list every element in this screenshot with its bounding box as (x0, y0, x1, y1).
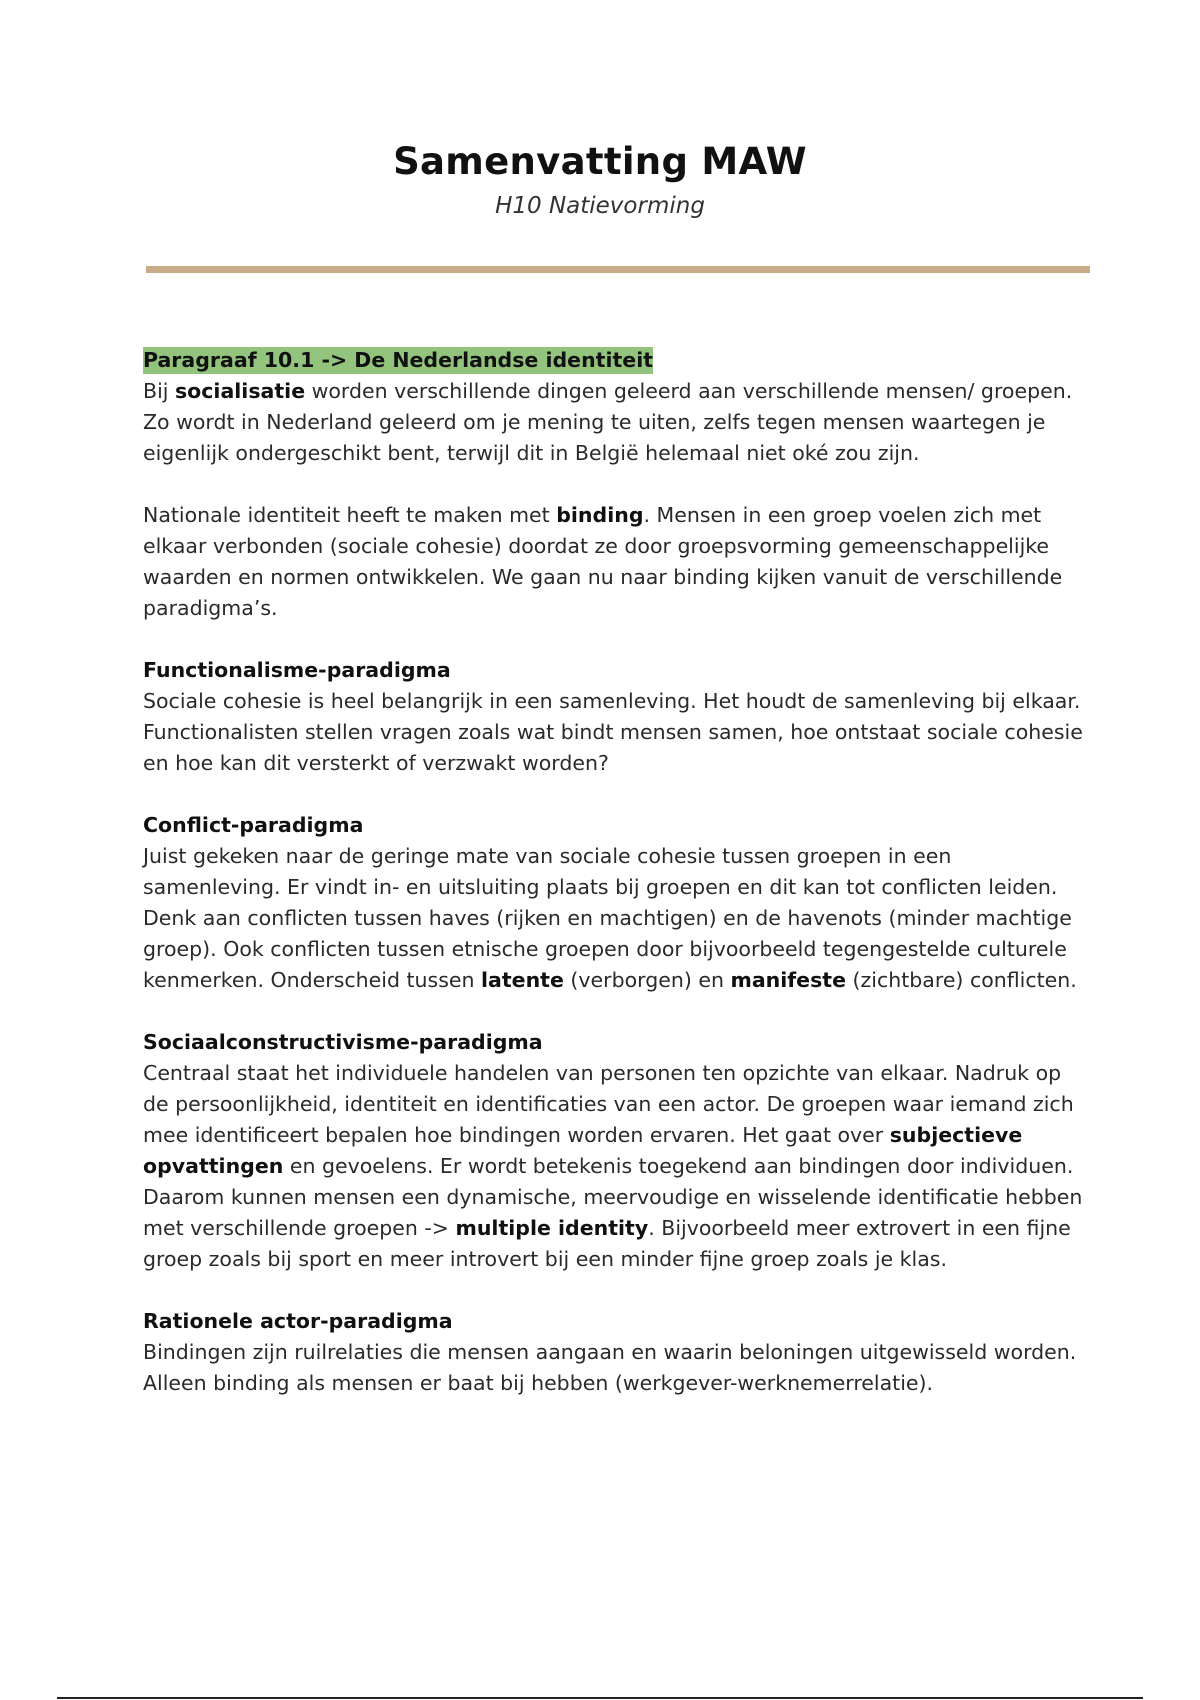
section-heading-highlighted: Paragraaf 10.1 -> De Nederlandse identiteit (143, 348, 654, 372)
text-run: . Mensen in een groep voelen zich met elkaar verbonden (sociale cohesie) doordat ze door groepsvorming gemeenschappelijke waarden en normen ontwikkelen. We gaan nu naar binding kijken vanuit de verschillende paradigma’s. (143, 503, 1063, 620)
bold-term: socialisatie (174, 379, 306, 403)
paragraph (143, 686, 1083, 779)
text-run: Centraal staat het individuele handelen van personen ten opzichte van elkaar. Nadruk op de persoonlijkheid, identiteit en identificaties van een actor. De groepen waar iemand zich mee identificeert bepalen hoe bindingen worden ervaren. Het gaat over (143, 1061, 1074, 1147)
section-nederlandse-identiteit (143, 345, 1083, 469)
footer-divider (57, 1697, 1143, 1699)
page-title: Samenvatting MAW (393, 140, 807, 183)
title-divider (146, 266, 1090, 273)
bold-term: subjectieve opvattingen (143, 1123, 1023, 1178)
section-heading: Sociaalconstructivisme-paradigma (143, 1030, 543, 1054)
text-run: Juist gekeken naar de geringe mate van sociale cohesie tussen groepen in een samenleving. Er vindt in- en uitsluiting plaats bij groepen en dit kan tot conflicten leiden. Denk aan conflicten tussen haves (rijken en machtigen) en de havenots (minder machtige groep). Ook conflicten tussen etnische groepen door bijvoorbeeld tegengestelde culturele kenmerken. Onderscheid tussen (143, 844, 1072, 992)
section-functionalisme (143, 655, 1083, 779)
section-nationale-identiteit (143, 500, 1083, 624)
text-run: Bindingen zijn ruilrelaties die mensen aangaan en waarin beloningen uitgewisseld worden. Alleen binding als mensen er baat bij hebben (werkgever-werknemerrelatie). (143, 1340, 1077, 1395)
section-heading: Rationele actor-paradigma (143, 1309, 453, 1333)
section-sociaalconstructivisme (143, 1027, 1083, 1275)
bold-term: multiple identity (455, 1216, 649, 1240)
bold-term: binding (556, 503, 644, 527)
text-run: en gevoelens. Er wordt betekenis toegekend aan bindingen door individuen. Daarom kunnen mensen een dynamische, meervoudige en wisselende identificatie hebben met verschillende groepen -> (143, 1154, 1083, 1240)
section-conflict (143, 810, 1083, 996)
paragraph (143, 500, 1083, 624)
paragraph (143, 1337, 1083, 1399)
text-run: worden verschillende dingen geleerd aan verschillende mensen/ groepen. Zo wordt in Nederland geleerd om je mening te uiten, zelfs tegen mensen waartegen je eigenlijk ondergeschikt bent, terwijl dit in België helemaal niet oké zou zijn. (143, 379, 1073, 465)
section-heading: Functionalisme-paradigma (143, 658, 451, 682)
section-heading: Conflict-paradigma (143, 813, 364, 837)
bold-term: latente (481, 968, 564, 992)
bold-term: manifeste (730, 968, 846, 992)
text-run: (verborgen) en (563, 968, 731, 992)
section-rationele-actor (143, 1306, 1083, 1399)
paragraph (143, 376, 1083, 469)
paragraph (143, 841, 1083, 996)
text-run: (zichtbare) conflicten. (846, 968, 1077, 992)
text-run: Bij (143, 379, 175, 403)
paragraph (143, 1058, 1083, 1275)
text-run: Sociale cohesie is heel belangrijk in een samenleving. Het houdt de samenleving bij elkaar. Functionalisten stellen vragen zoals wat bindt mensen samen, hoe ontstaat sociale cohesie en hoe kan dit versterkt of verzwakt worden? (143, 689, 1083, 775)
text-run: Nationale identiteit heeft te maken met (143, 503, 557, 527)
text-run: . Bijvoorbeeld meer extrovert in een fijne groep zoals bij sport en meer introvert bij een minder fijne groep zoals je klas. (143, 1216, 1071, 1271)
page-subtitle: H10 Natievorming (495, 193, 705, 219)
document-body (143, 345, 1083, 1430)
